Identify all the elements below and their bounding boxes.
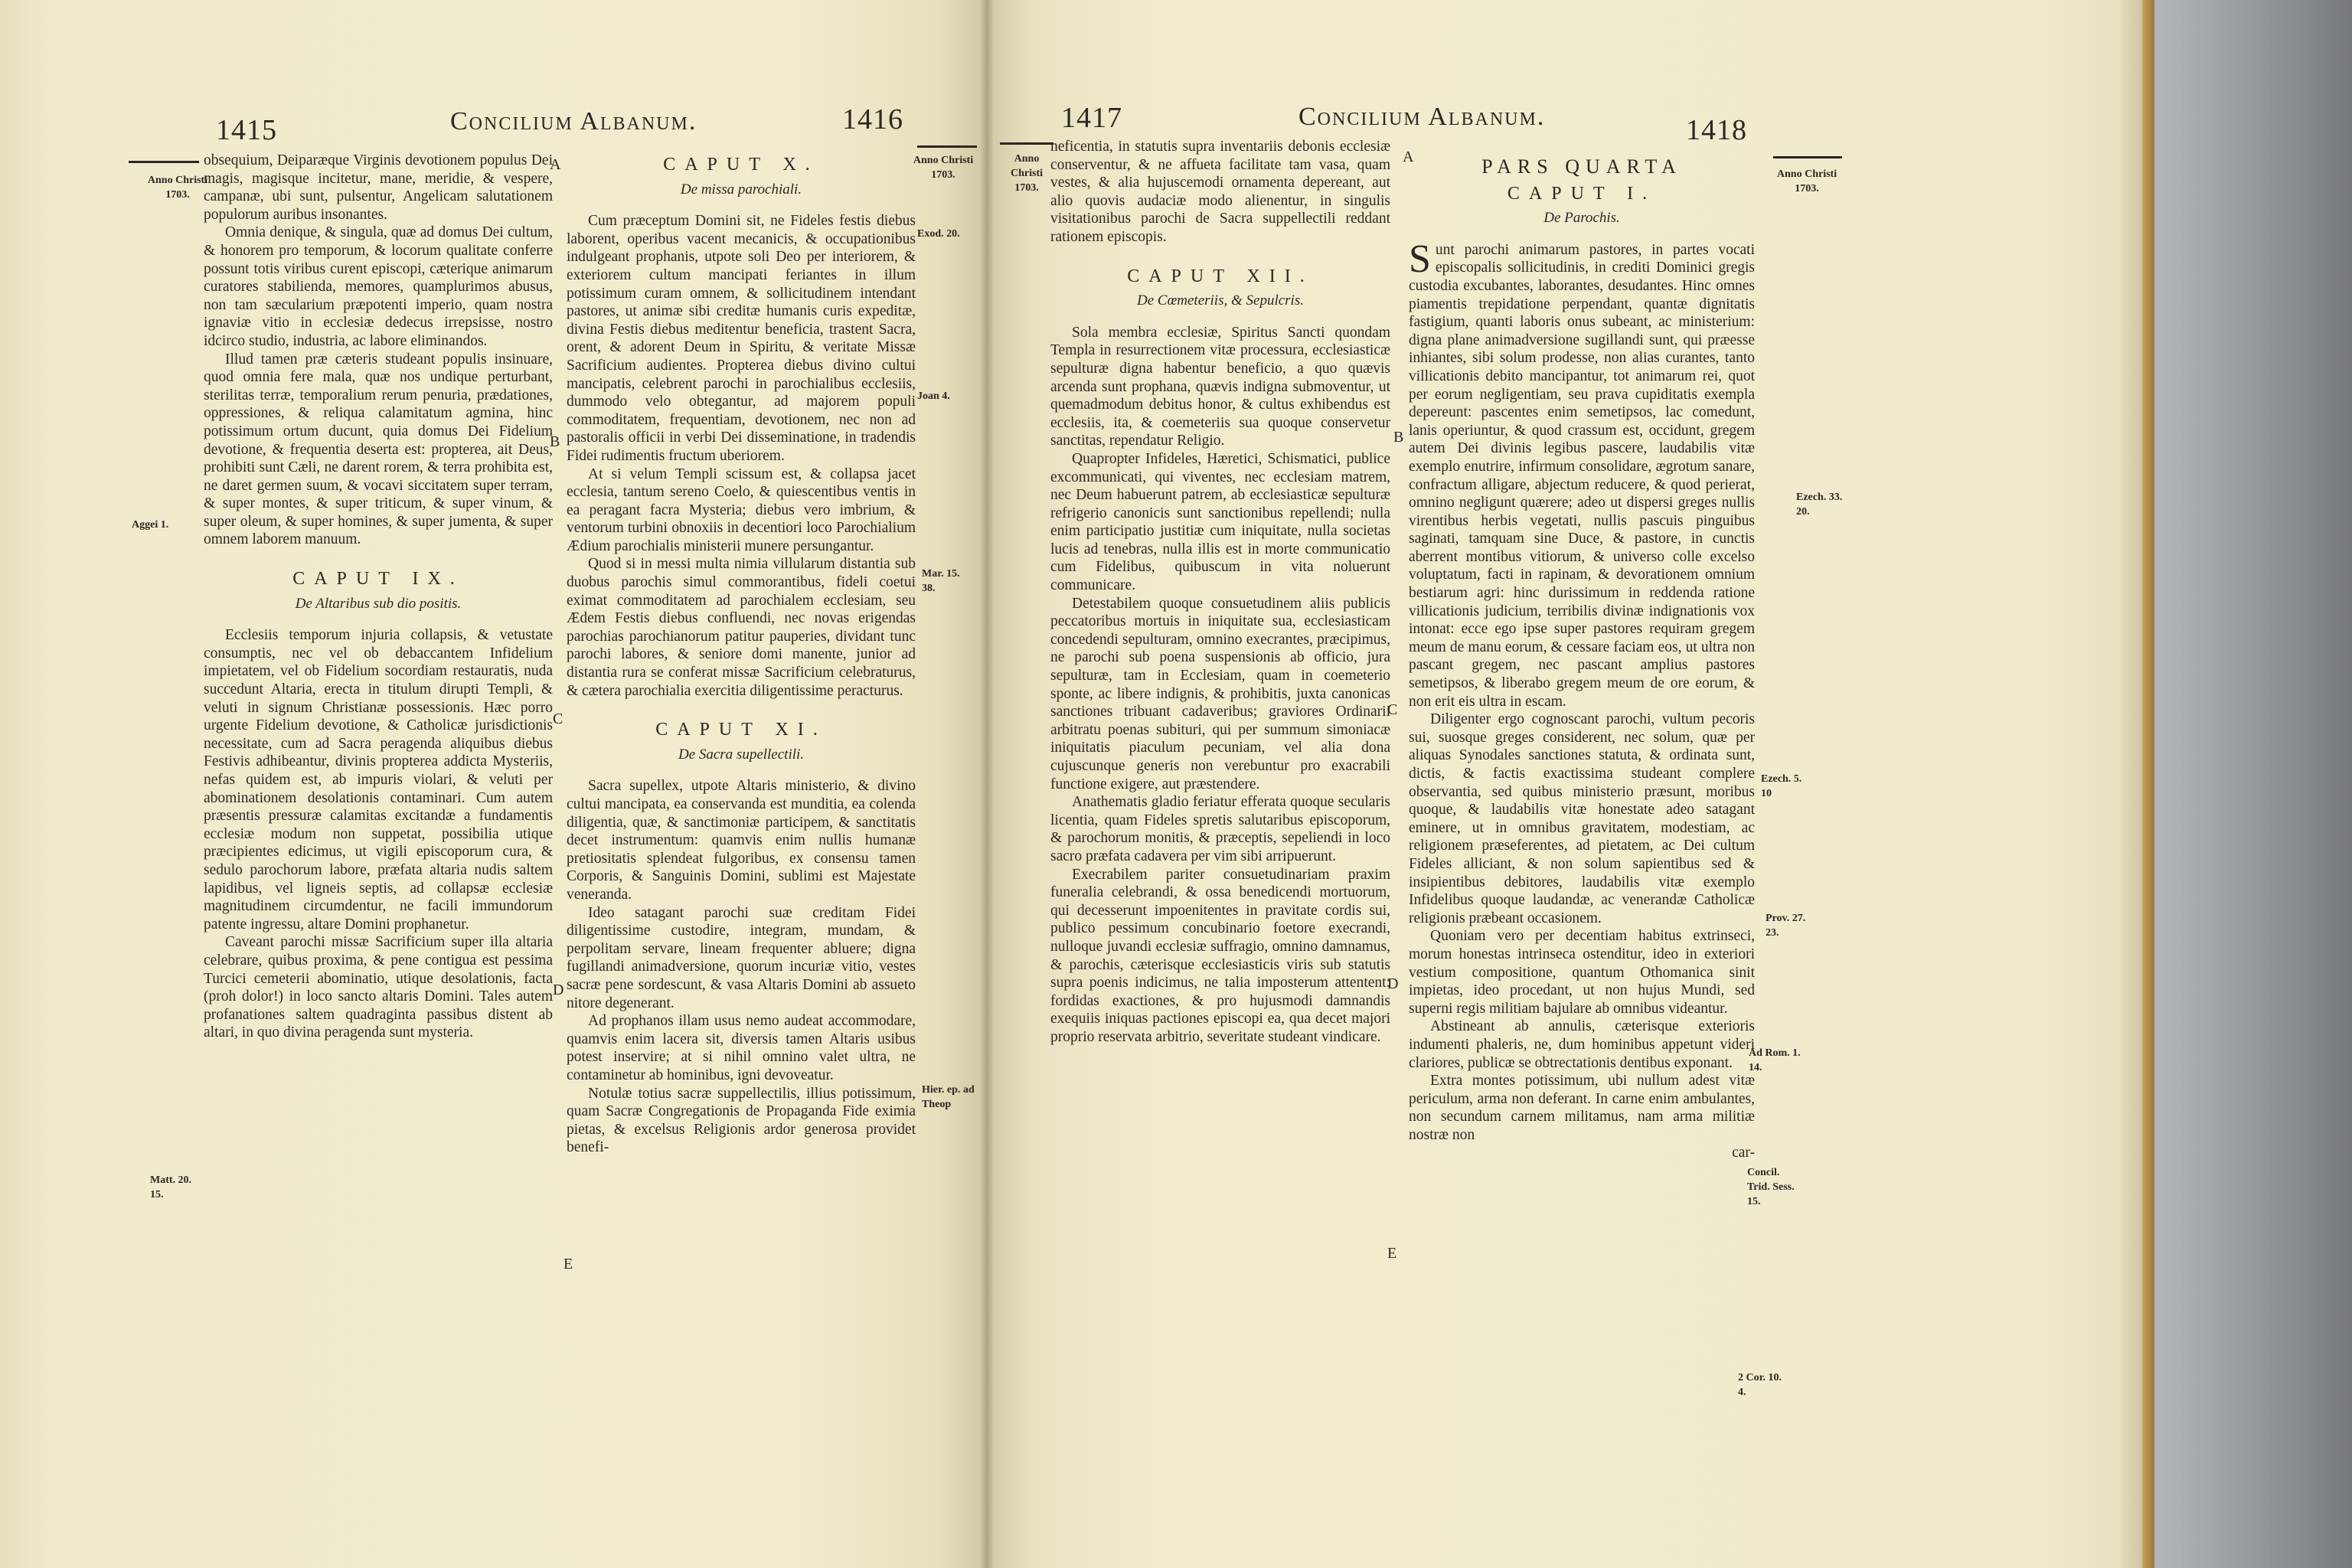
chapter-heading: CAPUT IX. xyxy=(292,569,464,590)
paragraph: Omnia denique, & singula, quæ ad domus Dei cultum, & honorem pro temporum, & locorum qualitate conferre possunt totis viribus curent episcopi, cæterique animarum curatores stabilienda, memores, quamplurimos abusus, non tam sæcularium præpotenti imperio, quam nostra ignaviæ vitio in ecclesiæ dedecus irrepsisse, nostro idcirco studio, industria, ac labore eliminandos. xyxy=(204,224,553,349)
chapter-heading: CAPUT XII. xyxy=(1127,266,1314,286)
margin-note-anno: Anno Christi 1703. xyxy=(913,155,974,181)
chapter-heading: CAPUT XI. xyxy=(655,720,827,740)
book-cover-edge xyxy=(2142,0,2154,1568)
paragraph: Quapropter Infideles, Hæretici, Schismatici, publice excommunicati, qui viventes, nec ecclesiam matrem, nec Deum habuerunt patrem, ab ecclesiasticæ sepulturæ refrigerio canonicis sunt sanctionibus repellendi; nulla enim participatio justitiæ cum iniquitate, nulla societas lucis ad tenebras, nulla illis est in morte communicatio cum Fidelibus, quibuscum in vita noluerunt communicare. xyxy=(1050,450,1390,594)
margin-note-cor: 2 Cor. 10. 4. xyxy=(1738,1372,1782,1398)
section-letter-a: A xyxy=(550,156,561,173)
paragraph: Sacra supellex, utpote Altaris ministerio, & divino cultui mancipata, ea conservanda est munditia, ea colenda diligentia, quæ, & sanctimoniæ participem, & sanctitatis decet instrumentum: quamvis enim nullis humanæ pretiositatis splendeat fulgoribus, ex consensu tamen Corporis, & Sanguinis Domini, sublimi est Majestate veneranda. xyxy=(567,778,916,903)
section-letter-d: D xyxy=(553,982,564,998)
paragraph: Ecclesiis temporum injuria collapsis, & vetustate consumptis, nec vel ob debaccantem Infidelium impietatem, vel ob Fidelium socordiam restauratis, nuda succedunt Altaria, erecta in titulum dirupti Templi, & veluti in signum Christianæ possessionis. Hæc porro urgente Fidelium devotione, & Catholicæ jurisdictionis necessitate, cum ad Sacra peragenda aliquibus diebus Festivis adhibeantur, divinis propterea addicta Mysteriis, nefas quidem est, ab impuris violari, & veluti per abominationem desolationis contaminari. Cum autem præsentis pressuræ calamitas excitandæ a fundamentis ecclesiæ modum non suppetat, possibilia utique præcipientes edicimus, ut vigili episcoporum cura, & sedulo parochorum labore, præfata altaria nudis saltem lapidibus, vel ligneis septis, ad collapsæ ecclesiæ magnitudinem circumdentur, ne facili immundorum patente ingressu, altare Domini prophanetur. xyxy=(204,627,553,933)
section-letter-d: D xyxy=(1387,975,1399,992)
page-number-1416: 1416 xyxy=(842,103,903,136)
left-page-column-2 xyxy=(567,152,916,1157)
section-letter-b: B xyxy=(1393,429,1404,446)
margin-note-exod: Exod. 20. xyxy=(917,228,960,240)
paragraph: At si velum Templi scissum est, & collapsa jacet ecclesia, tantum sereno Coelo, & quiescentibus ventis in ea peragant facra Mysteria; diebus vero imbrium, & ventorum turbini obnoxiis in decentiori loco Parochialium Ædium parochialis ministerii munere persungantur. xyxy=(567,466,916,554)
section-letter-a: A xyxy=(1403,149,1414,165)
section-letter-e: E xyxy=(1387,1245,1397,1262)
paragraph: Quod si in messi multa nimia villularum distantia sub duobus parochis simul commorantibus, fideli coetui eximat commoditatem ad parochialem ecclesiam, seu Ædem Festis diebus confluendi, nec novas erigendas parochias parochianorum patitur pauperies, dividant tunc parochi labores, & seniore domi manente, junior ad distantia rura se conferat missæ Sacrificium celebraturus, & cætera parochialia exercitia diligentissime peracturus. xyxy=(567,556,916,699)
paragraph: Illud tamen præ cæteris studeant populis insinuare, quod omnia fere mala, quæ nos undique perturbant, sterilitas terræ, temporalium rerum penuria, prædationes, oppressiones, & reliqua calamitatum agmina, hinc potissimum ortum ducunt, quia domus Dei Fidelium devotione, & frequentia deserta est: propterea, ait Deus, prohibiti sunt Cæli, ne darent rorem, & terra prohibita est, ne daret germen suum, & vocavi siccitatem super terram, & super montes, & super triticum, & super vinum, & super oleum, & super homines, & super jumenta, & super omnem laborem manuum. xyxy=(204,351,553,548)
paragraph: obsequium, Deiparæque Virginis devotionem populus Dei magis, magisque incitetur, mane, meridie, & vespere, campanæ, ubi sunt, pulsentur, Angelicam salutationem populorum auribus insonantes. xyxy=(204,152,553,223)
right-page-column-1 xyxy=(1050,138,1390,1047)
section-letter-e: E xyxy=(564,1256,573,1272)
left-page-column-1 xyxy=(204,152,553,1042)
drop-cap: S xyxy=(1409,237,1431,281)
paragraph: Notulæ totius sacræ suppellectilis, illius potissimum, quam Sacræ Congregationis de Propaganda Fide eximia pietas, & excelsus Religionis ardor generosa providet benefi- xyxy=(567,1085,916,1156)
chapter-heading: CAPUT X. xyxy=(663,155,819,175)
paragraph: Ideo satagant parochi suæ creditam Fidei diligentissime custodire, integram, mundam, & perpolitam servare, lineam frequenter abluere; digna fugillandi animadversione, quorum incuriæ vitio, vestes sacræ pene sordescunt, & vasa Altaris Domini ab assueto nitore degenerant. xyxy=(567,904,916,1011)
paragraph: Ad prophanos illam usus nemo audeat accommodare, quamvis enim lacera sit, diversis tamen Altaris usibus potest inservire; at si nihil omnino valet ultra, ne contaminetur ab hominibus, igni devoveatur. xyxy=(567,1013,916,1083)
margin-note-prov: Prov. 27. 23. xyxy=(1766,913,1806,939)
paragraph: Sola membra ecclesiæ, Spiritus Sancti quondam Templa in resurrectionem vitæ processura, ecclesiasticæ sepulturæ digna habentur beneficio, a quo quævis arcenda sunt prophana, quævis indigna submoventur, ut quemadmodum debitus honor, & cultus exhibendus est ecclesiis, ita, & coemeteriis sua quoque conservetur sanctitas, rependatur Religio. xyxy=(1050,324,1390,449)
paragraph: Diligenter ergo cognoscant parochi, vultum pecoris sui, suosque greges considerent, nec solum, quæ per aliquas Synodales sanctiones statuta, & ordinata sunt, dictis, & factis exactissima studeant complere observantia, sed quibus ministerio præsunt, moribus quoque, & laudabilis vitæ honestate adeo satagant eminere, ut in omnibus gravitatem, modestiam, ac religionem præseferentes, ad pietatem, ac Dei cultum Fideles alliciant, & non solum sapientibus sed & insipientibus debitores, laudabilis vitæ exemplo Infidelibus quoque laudandæ, ac venerandæ Catholicæ religionis præbeant occasionem. xyxy=(1409,711,1755,926)
paragraph: neficentia, in statutis supra inventariis debonis ecclesiæ conserventur, & ne affueta facilitate tam vasa, quam vestes, & alia hujuscemodi ornamenta depereant, aut alio quovis audaciæ modo alienentur, in singulis visitationibus parochi de Sacra suppellectili reddant rationem episcopis. xyxy=(1050,139,1390,245)
paragraph: Anathematis gladio feriatur efferata quoque secularis licentia, quam Fideles spretis salutaribus episcoporum, & parochorum monitis, & præceptis, sepeliendi in loco sacro præfata cadavera per vim sibi arripuerunt. xyxy=(1050,794,1390,864)
margin-note-anno: Anno Christi 1703. xyxy=(147,175,208,201)
running-head-right: Concilium Albanum. xyxy=(1298,103,1546,131)
running-head-left: Concilium Albanum. xyxy=(450,107,697,136)
section-letter-c: C xyxy=(1387,701,1398,718)
background-surface xyxy=(2154,0,2352,1568)
chapter-heading: CAPUT I. xyxy=(1507,183,1657,204)
header-rule xyxy=(1000,142,1054,145)
margin-note-ezech: Ezech. 5. 10 xyxy=(1761,773,1802,799)
margin-note-ezech: Ezech. 33. 20. xyxy=(1796,492,1843,518)
paragraph: Abstineant ab annulis, cæterisque exterioris indumenti phaleris, ne, dum hominibus appetunt videri clariores, publicæ se obtrectationis dentibus exponant. xyxy=(1409,1018,1755,1071)
margin-note-mar: Mar. 15. 38. xyxy=(922,568,960,594)
margin-note-anno: Anno Christi 1703. xyxy=(1776,168,1838,194)
paragraph: Extra montes potissimum, ubi nullum adest vitæ periculum, arma non deferant. In carne enim ambulantes, non secundum carnem militamus, nam arma militiæ nostræ non xyxy=(1409,1073,1755,1143)
chapter-subtitle: De Sacra supellectili. xyxy=(678,746,805,763)
page-number-1417: 1417 xyxy=(1061,102,1122,134)
margin-note-matt: Matt. 20. 15. xyxy=(150,1174,192,1200)
paragraph xyxy=(1409,237,1755,710)
page-number-1418: 1418 xyxy=(1686,114,1747,146)
margin-note-rom: Ad Rom. 1. 14. xyxy=(1749,1047,1801,1073)
header-rule xyxy=(917,145,977,148)
catchword: car- xyxy=(1732,1145,1755,1161)
header-rule xyxy=(129,161,199,163)
header-rule xyxy=(1773,156,1842,158)
chapter-subtitle: De Parochis. xyxy=(1544,210,1620,227)
book-gutter xyxy=(980,0,994,1568)
margin-note-aggei: Aggei 1. xyxy=(132,519,169,531)
margin-note-joan: Joan 4. xyxy=(917,390,950,402)
chapter-subtitle: De missa parochiali. xyxy=(680,181,802,198)
paragraph: Execrabilem pariter consuetudinariam praxim funeralia celebrandi, & ossa benedicendi mortuorum, qui decesserunt impoenitentes in pravitate cordis sui, publico pessimum concubinario foetore execrandi, nulloque juvandi ecclesiæ suffragio, omnino damnamus, & parochis, cæterisque ecclesiasticis viris sub statutis supra poenis indicimus, ne talia imposterum attentent: fordidas exactiones, & pro hujusmodi damnandis exequiis iniquas pactiones episcopi ea, qua decet majori proprio reservata arbitrio, severitate studeant vindicare. xyxy=(1050,866,1390,1045)
margin-note-concil: Concil. Trid. Sess. 15. xyxy=(1747,1167,1795,1207)
paragraph-text: unt parochi animarum pastores, in partes vocati episcopalis sollicitudinis, in crediti Dominici gregis custodia excubantes, laborantes, desudantes. Hinc omnes piamentis trepidatione perpendant, quantæ dignitatis fastigium, quanti laboris onus subeant, ac ministerium: digna plane animadversione sugillandi sunt, qui præesse inhiantes, sibi solum prodesse, non alias curantes, tanto villicationis debito mancipantur, tot animarum rei, quot per eorum negligentiam, seu prava cupiditatis exempla depereunt: pascentes enim semetipsos, lac comedunt, lanis operiuntur, & quod crassum est, occidunt, gregem autem Dei divinis legibus pascere, laudabilis vitæ exemplo enutrire, infirmum consolidare, ægrotum sanare, confractum alligare, abjectum reducere, & quod perierat, omnino negligunt quærere; adeo ut dispersi greges nullis virentibus herbis vegetati, nullis pascuis pinguibus saginati, tamquam sine Duce, & pastore, in cunctis aberrent montibus vitiorum, & universo colle excelso voluptatum, facti in rapinam, & devorationem omnium bestiarum agri: hinc durissimum in reddenda ratione villicationis judicium, terribilis divinæ indignationis vox intonat: ecce ego ipse super pastores requiram gregem meum de manu eorum, & cessare faciam eos, ut ultra non pascant gregem, nec pascant amplius pastores semetipsos, & liberabo gregem meum de ore eorum, & non erit eis ultra in escam. xyxy=(1409,241,1755,710)
chapter-subtitle: De Cœmeteriis, & Sepulcris. xyxy=(1137,292,1304,309)
margin-note-hier: Hier. ep. ad Theop xyxy=(922,1084,975,1110)
paragraph: Caveant parochi missæ Sacrificium super illa altaria celebrare, quibus proxima, & pene contigua est pessima Turcici cemeterii abominatio, utique desolationis, facta (proh dolor!) in loco sancto altaris Domini. Tales autem profanationes saltem quadraginta passibus distent ab altari, in quo divina peragenda sunt mysteria. xyxy=(204,934,553,1041)
margin-note-anno: Anno Christi 1703. xyxy=(1011,153,1043,194)
page-number-1415: 1415 xyxy=(216,114,277,146)
paragraph: Detestabilem quoque consuetudinem aliis publicis peccatoribus mortuis in iniquitate sua, ecclesiasticam concedendi sepulturam, omnino execrantes, præcipimus, ne parochi sub poena suspensionis ab officio, jura sepulturæ, tam in Ecclesiam, quam in coemeterio sponte, ac libere indignis, & prohibitis, juxta canonicas sanctiones tribuant cadaveribus; graviores Ordinarii arbitratu poenas subituri, qui per summum simoniacæ iniquitatis piaculum pecuniam, vel alia dona cujuscunque generis non verebuntur pro exacrabili functione exigere, aut præstendere. xyxy=(1050,595,1390,792)
paragraph: Quoniam vero per decentiam habitus extrinseci, morum honestas intrinseca ostenditur, ideo in exteriori vestium compositione, quantum Othomanica sinit impietas, ideo procedant, ut non hujus Mundi, sed superni regis militiam bajulare ab omnibus videantur. xyxy=(1409,928,1755,1017)
section-letter-b: B xyxy=(550,433,560,450)
chapter-subtitle: De Altaribus sub dio positis. xyxy=(295,595,462,612)
section-letter-c: C xyxy=(553,710,564,727)
part-heading: PARS QUARTA xyxy=(1481,155,1682,178)
page-edges xyxy=(2122,0,2142,1568)
right-page-column-2 xyxy=(1409,155,1755,1162)
paragraph: Cum præceptum Domini sit, ne Fideles festis diebus laborent, operibus vacent mecanicis, & occupationibus indulgeant prophanis, utpote soli Deo per interiorem, & exteriorem cultum mancipati feriantes in illum potissimum curam omnem, & sollicitudinem intendant pastores, ut animæ sibi creditæ humanis curis expeditæ, divina Festis diebus meditentur beneficia, trastent Sacra, orent, & adorent Deum in Spiritu, & veritate Missæ Sacrificium audientes. Propterea diebus divino cultui mancipatis, celebrent parochi in parochialibus ecclesiis, dummodo velo obtegantur, ad majorem populi commoditatem, frequentiam, devotionem, nec non ad pastoralis officii in verbi Dei disseminatione, in tradendis Fidei rudimentis fructum uberiorem. xyxy=(567,213,916,464)
